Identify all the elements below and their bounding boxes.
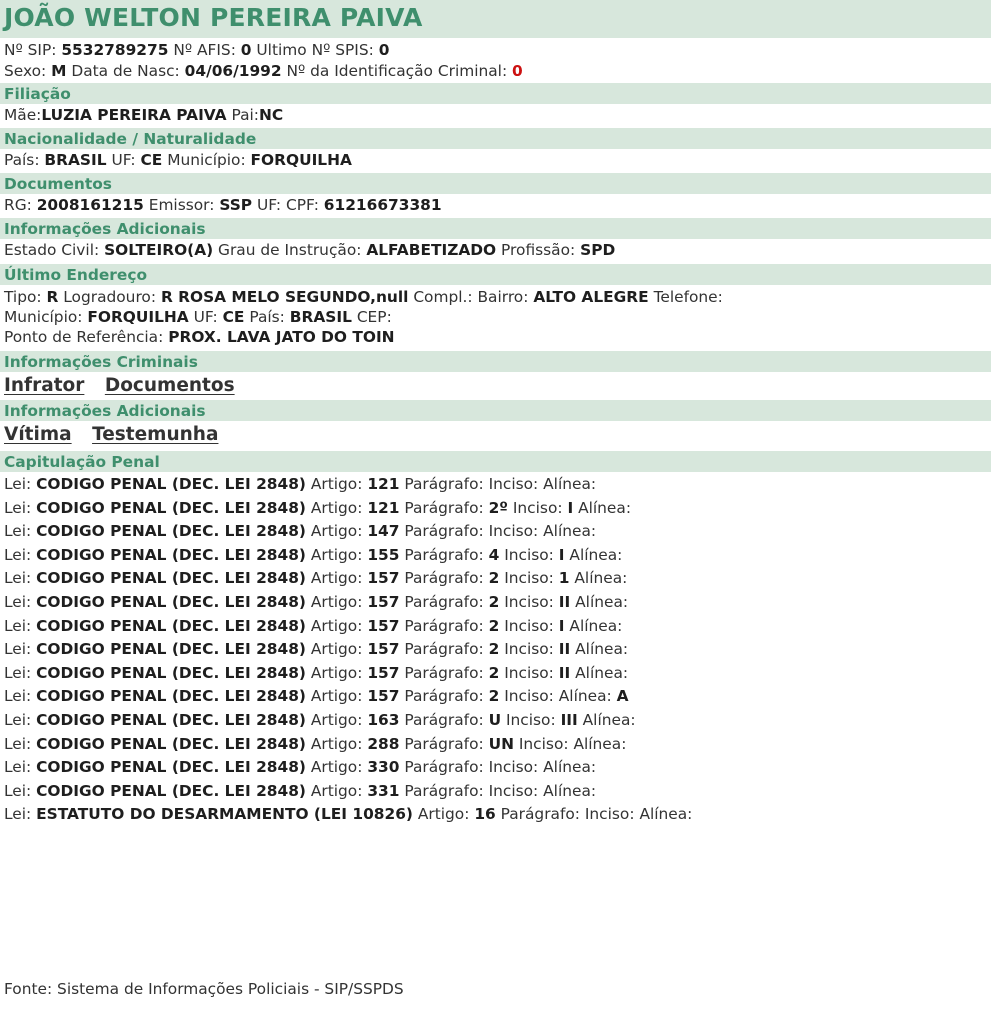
afis-value: 0 bbox=[240, 41, 252, 59]
sip-value: 5532789275 bbox=[61, 41, 169, 59]
title-bar bbox=[0, 0, 991, 38]
section-heading: Filiação bbox=[4, 85, 71, 103]
tipo-value: R bbox=[46, 288, 59, 306]
alinea-label: Alínea: bbox=[543, 781, 597, 800]
cep-label: CEP: bbox=[356, 308, 392, 326]
alinea-label: Alínea: bbox=[574, 569, 628, 588]
lei-label: Lei: bbox=[4, 593, 32, 611]
lei-label: Lei: bbox=[4, 734, 32, 753]
lei-label: Lei: bbox=[4, 569, 32, 588]
section-criminais bbox=[0, 351, 991, 372]
endereco-row-1 bbox=[4, 287, 723, 308]
artigo-value: 288 bbox=[367, 734, 400, 753]
artigo-label: Artigo: bbox=[310, 734, 363, 753]
capitulacao-row bbox=[4, 663, 628, 684]
footer-source: Fonte: Sistema de Informações Policiais - SIP/SSPDS bbox=[4, 980, 404, 998]
artigo-value: 157 bbox=[367, 640, 400, 659]
estado-civil-value: SOLTEIRO(A) bbox=[104, 241, 214, 259]
inciso-label: Inciso: bbox=[512, 498, 563, 517]
lei-value: CODIGO PENAL (DEC. LEI 2848) bbox=[36, 475, 306, 493]
compl-label: Compl.: bbox=[413, 288, 473, 306]
rg-label: RG: bbox=[4, 196, 32, 214]
logradouro-value: R ROSA MELO SEGUNDO,null bbox=[160, 288, 409, 306]
artigo-label: Artigo: bbox=[310, 616, 363, 635]
section-heading: Capitulação Penal bbox=[4, 453, 160, 471]
artigo-value: 157 bbox=[367, 593, 400, 611]
referencia-label: Ponto de Referência: bbox=[4, 328, 164, 346]
grau-label: Grau de Instrução: bbox=[218, 241, 362, 259]
paragrafo-label: Parágrafo: bbox=[404, 758, 484, 777]
artigo-label: Artigo: bbox=[310, 475, 363, 493]
artigo-label: Artigo: bbox=[310, 640, 363, 659]
artigo-value: 331 bbox=[367, 781, 400, 800]
inciso-value: I bbox=[558, 545, 565, 564]
lei-value: CODIGO PENAL (DEC. LEI 2848) bbox=[36, 569, 306, 588]
cpf-label: CPF: bbox=[286, 196, 319, 214]
profissao-value: SPD bbox=[580, 241, 616, 259]
inciso-label: Inciso: bbox=[584, 805, 635, 824]
capitulacao-row bbox=[4, 521, 596, 542]
paragrafo-label: Parágrafo: bbox=[404, 711, 484, 729]
paragrafo-label: Parágrafo: bbox=[404, 593, 484, 611]
lei-value: CODIGO PENAL (DEC. LEI 2848) bbox=[36, 711, 306, 729]
pais-label: País: bbox=[249, 308, 285, 326]
info-adicionais-row bbox=[4, 240, 615, 261]
artigo-value: 121 bbox=[367, 498, 400, 517]
filiacao-row bbox=[4, 105, 283, 126]
municipio-label: Município: bbox=[167, 151, 246, 169]
lei-value: CODIGO PENAL (DEC. LEI 2848) bbox=[36, 593, 306, 611]
section-adicionais-2 bbox=[0, 400, 991, 421]
inciso-value: II bbox=[558, 663, 571, 682]
section-info-adicionais bbox=[0, 218, 991, 239]
paragrafo-label: Parágrafo: bbox=[404, 569, 484, 588]
emissor-value: SSP bbox=[219, 196, 253, 214]
artigo-label: Artigo: bbox=[310, 687, 363, 706]
lei-value: CODIGO PENAL (DEC. LEI 2848) bbox=[36, 663, 306, 682]
profissao-label: Profissão: bbox=[501, 241, 576, 259]
capitulacao-row bbox=[4, 498, 631, 519]
lei-label: Lei: bbox=[4, 687, 32, 706]
endereco-row-3 bbox=[4, 327, 395, 348]
ids-row bbox=[4, 40, 389, 61]
inciso-label: Inciso: bbox=[506, 711, 556, 729]
sexo-value: M bbox=[51, 62, 67, 80]
lei-label: Lei: bbox=[4, 781, 32, 800]
nacionalidade-row bbox=[4, 150, 352, 171]
lei-label: Lei: bbox=[4, 545, 32, 564]
infrator-link[interactable]: Infrator bbox=[4, 375, 85, 396]
artigo-label: Artigo: bbox=[310, 545, 363, 564]
criminais-links bbox=[4, 374, 235, 398]
artigo-label: Artigo: bbox=[310, 711, 363, 729]
artigo-value: 157 bbox=[367, 616, 400, 635]
uf-value: CE bbox=[140, 151, 163, 169]
inciso-value: II bbox=[558, 593, 571, 611]
lei-value: CODIGO PENAL (DEC. LEI 2848) bbox=[36, 687, 306, 706]
lei-label: Lei: bbox=[4, 498, 32, 517]
documentos-row bbox=[4, 195, 442, 216]
inciso-label: Inciso: bbox=[488, 781, 539, 800]
nasc-value: 04/06/1992 bbox=[184, 62, 282, 80]
inciso-label: Inciso: bbox=[504, 545, 554, 564]
paragrafo-label: Parágrafo: bbox=[404, 663, 484, 682]
alinea-label: Alínea: bbox=[543, 758, 597, 777]
inciso-label: Inciso: bbox=[504, 663, 554, 682]
capitulacao-row bbox=[4, 545, 622, 566]
lei-label: Lei: bbox=[4, 616, 32, 635]
lei-value: CODIGO PENAL (DEC. LEI 2848) bbox=[36, 522, 306, 541]
alinea-value: A bbox=[616, 687, 629, 706]
artigo-label: Artigo: bbox=[310, 498, 363, 517]
inciso-label: Inciso: bbox=[488, 758, 539, 777]
lei-value: ESTATUTO DO DESARMAMENTO (LEI 10826) bbox=[36, 805, 413, 824]
section-heading: Documentos bbox=[4, 175, 112, 193]
alinea-label: Alínea: bbox=[569, 616, 623, 635]
paragrafo-label: Parágrafo: bbox=[500, 805, 580, 824]
paragrafo-label: Parágrafo: bbox=[404, 781, 484, 800]
alinea-label: Alínea: bbox=[543, 475, 597, 493]
paragrafo-value: 2 bbox=[488, 687, 500, 706]
paragrafo-value: 2º bbox=[488, 498, 508, 517]
lei-label: Lei: bbox=[4, 663, 32, 682]
inciso-value: III bbox=[560, 711, 578, 729]
paragrafo-value: 2 bbox=[488, 593, 500, 611]
paragrafo-label: Parágrafo: bbox=[404, 734, 484, 753]
inciso-value: I bbox=[558, 616, 565, 635]
artigo-label: Artigo: bbox=[310, 781, 363, 800]
afis-label: Nº AFIS: bbox=[173, 41, 236, 59]
endereco-row-2 bbox=[4, 307, 392, 328]
paragrafo-value: U bbox=[488, 711, 502, 729]
section-nacionalidade bbox=[0, 128, 991, 149]
artigo-label: Artigo: bbox=[310, 569, 363, 588]
section-heading: Informações Criminais bbox=[4, 353, 198, 371]
alinea-label: Alínea: bbox=[569, 545, 623, 564]
artigo-value: 163 bbox=[367, 711, 400, 729]
pais-value: BRASIL bbox=[44, 151, 107, 169]
inciso-label: Inciso: bbox=[504, 687, 554, 706]
paragrafo-label: Parágrafo: bbox=[404, 687, 484, 706]
lei-label: Lei: bbox=[4, 475, 32, 493]
artigo-label: Artigo: bbox=[310, 522, 363, 541]
inciso-value: 1 bbox=[558, 569, 570, 588]
alinea-label: Alínea: bbox=[639, 805, 693, 824]
capitulacao-row bbox=[4, 710, 636, 731]
lei-label: Lei: bbox=[4, 640, 32, 659]
lei-value: CODIGO PENAL (DEC. LEI 2848) bbox=[36, 640, 306, 659]
inciso-label: Inciso: bbox=[488, 475, 539, 493]
capitulacao-row bbox=[4, 804, 692, 825]
alinea-label: Alínea: bbox=[558, 687, 612, 706]
inciso-label: Inciso: bbox=[504, 569, 554, 588]
paragrafo-value: UN bbox=[488, 734, 514, 753]
alinea-label: Alínea: bbox=[578, 498, 632, 517]
paragrafo-label: Parágrafo: bbox=[404, 545, 484, 564]
lei-value: CODIGO PENAL (DEC. LEI 2848) bbox=[36, 734, 306, 753]
bairro-value: ALTO ALEGRE bbox=[533, 288, 649, 306]
sip-label: Nº SIP: bbox=[4, 41, 57, 59]
uf-value: CE bbox=[222, 308, 245, 326]
lei-value: CODIGO PENAL (DEC. LEI 2848) bbox=[36, 781, 306, 800]
artigo-value: 330 bbox=[367, 758, 400, 777]
artigo-label: Artigo: bbox=[310, 593, 363, 611]
inciso-label: Inciso: bbox=[504, 616, 554, 635]
artigo-value: 155 bbox=[367, 545, 400, 564]
logradouro-label: Logradouro: bbox=[63, 288, 157, 306]
artigo-label: Artigo: bbox=[310, 758, 363, 777]
lei-label: Lei: bbox=[4, 758, 32, 777]
cpf-value: 61216673381 bbox=[323, 196, 442, 214]
pai-value: NC bbox=[258, 106, 284, 124]
documentos-link[interactable]: Documentos bbox=[104, 375, 235, 396]
artigo-value: 157 bbox=[367, 663, 400, 682]
section-heading: Informações Adicionais bbox=[4, 402, 206, 420]
municipio-value: FORQUILHA bbox=[87, 308, 189, 326]
capitulacao-row bbox=[4, 781, 596, 802]
paragrafo-label: Parágrafo: bbox=[404, 475, 484, 493]
artigo-label: Artigo: bbox=[417, 805, 470, 824]
uf-label: UF: bbox=[257, 196, 282, 214]
sexo-row bbox=[4, 61, 523, 82]
adicionais-links bbox=[4, 423, 218, 447]
paragrafo-label: Parágrafo: bbox=[404, 640, 484, 659]
section-capitulacao bbox=[0, 451, 991, 472]
lei-value: CODIGO PENAL (DEC. LEI 2848) bbox=[36, 498, 306, 517]
lei-label: Lei: bbox=[4, 522, 32, 541]
capitulacao-row bbox=[4, 568, 627, 589]
lei-value: CODIGO PENAL (DEC. LEI 2848) bbox=[36, 758, 306, 777]
capitulacao-row bbox=[4, 592, 628, 613]
person-name: JOÃO WELTON PEREIRA PAIVA bbox=[4, 3, 423, 32]
paragrafo-value: 2 bbox=[488, 640, 500, 659]
testemunha-link[interactable]: Testemunha bbox=[92, 424, 219, 445]
artigo-label: Artigo: bbox=[310, 663, 363, 682]
paragrafo-label: Parágrafo: bbox=[404, 616, 484, 635]
lei-value: CODIGO PENAL (DEC. LEI 2848) bbox=[36, 545, 306, 564]
capitulacao-row bbox=[4, 474, 596, 495]
lei-value: CODIGO PENAL (DEC. LEI 2848) bbox=[36, 616, 306, 635]
paragrafo-value: 2 bbox=[488, 569, 500, 588]
alinea-label: Alínea: bbox=[575, 663, 629, 682]
grau-value: ALFABETIZADO bbox=[366, 241, 497, 259]
mae-label: Mãe: bbox=[4, 106, 42, 124]
alinea-label: Alínea: bbox=[573, 734, 627, 753]
lei-label: Lei: bbox=[4, 805, 32, 824]
artigo-value: 157 bbox=[367, 687, 400, 706]
section-heading: Informações Adicionais bbox=[4, 220, 206, 238]
alinea-label: Alínea: bbox=[575, 593, 629, 611]
municipio-label: Município: bbox=[4, 308, 83, 326]
inciso-label: Inciso: bbox=[504, 640, 554, 659]
section-heading: Último Endereço bbox=[4, 266, 148, 284]
artigo-value: 16 bbox=[474, 805, 496, 824]
capitulacao-row bbox=[4, 734, 626, 755]
sexo-label: Sexo: bbox=[4, 62, 47, 80]
tipo-label: Tipo: bbox=[4, 288, 42, 306]
inciso-label: Inciso: bbox=[518, 734, 569, 753]
pais-label: País: bbox=[4, 151, 40, 169]
section-endereco bbox=[0, 264, 991, 285]
paragrafo-value: 2 bbox=[488, 663, 500, 682]
lei-label: Lei: bbox=[4, 711, 32, 729]
section-documentos bbox=[0, 173, 991, 194]
artigo-value: 157 bbox=[367, 569, 400, 588]
inciso-value: II bbox=[558, 640, 571, 659]
estado-civil-label: Estado Civil: bbox=[4, 241, 100, 259]
idcrim-label: Nº da Identificação Criminal: bbox=[286, 62, 508, 80]
paragrafo-value: 4 bbox=[488, 545, 500, 564]
emissor-label: Emissor: bbox=[148, 196, 215, 214]
bairro-label: Bairro: bbox=[477, 288, 529, 306]
municipio-value: FORQUILHA bbox=[250, 151, 352, 169]
uf-label: UF: bbox=[111, 151, 136, 169]
spis-label: Ultimo Nº SPIS: bbox=[256, 41, 374, 59]
capitulacao-row bbox=[4, 686, 629, 707]
pai-label: Pai: bbox=[231, 106, 259, 124]
idcrim-value: 0 bbox=[512, 62, 523, 80]
section-heading: Nacionalidade / Naturalidade bbox=[4, 130, 257, 148]
capitulacao-row bbox=[4, 757, 596, 778]
alinea-label: Alínea: bbox=[575, 640, 629, 659]
pais-value: BRASIL bbox=[289, 308, 352, 326]
uf-label: UF: bbox=[193, 308, 218, 326]
inciso-label: Inciso: bbox=[504, 593, 554, 611]
capitulacao-row bbox=[4, 639, 628, 660]
mae-value: LUZIA PEREIRA PAIVA bbox=[41, 106, 227, 124]
alinea-label: Alínea: bbox=[582, 711, 636, 729]
paragrafo-label: Parágrafo: bbox=[404, 498, 484, 517]
capitulacao-row bbox=[4, 616, 622, 637]
artigo-value: 147 bbox=[367, 522, 400, 541]
vitima-link[interactable]: Vítima bbox=[4, 424, 72, 445]
spis-value: 0 bbox=[378, 41, 390, 59]
alinea-label: Alínea: bbox=[543, 522, 597, 541]
section-filiacao bbox=[0, 83, 991, 104]
referencia-value: PROX. LAVA JATO DO TOIN bbox=[168, 328, 395, 346]
inciso-value: I bbox=[567, 498, 574, 517]
paragrafo-label: Parágrafo: bbox=[404, 522, 484, 541]
paragrafo-value: 2 bbox=[488, 616, 500, 635]
artigo-value: 121 bbox=[367, 475, 400, 493]
telefone-label: Telefone: bbox=[653, 288, 723, 306]
nasc-label: Data de Nasc: bbox=[71, 62, 180, 80]
rg-value: 2008161215 bbox=[36, 196, 144, 214]
inciso-label: Inciso: bbox=[488, 522, 539, 541]
